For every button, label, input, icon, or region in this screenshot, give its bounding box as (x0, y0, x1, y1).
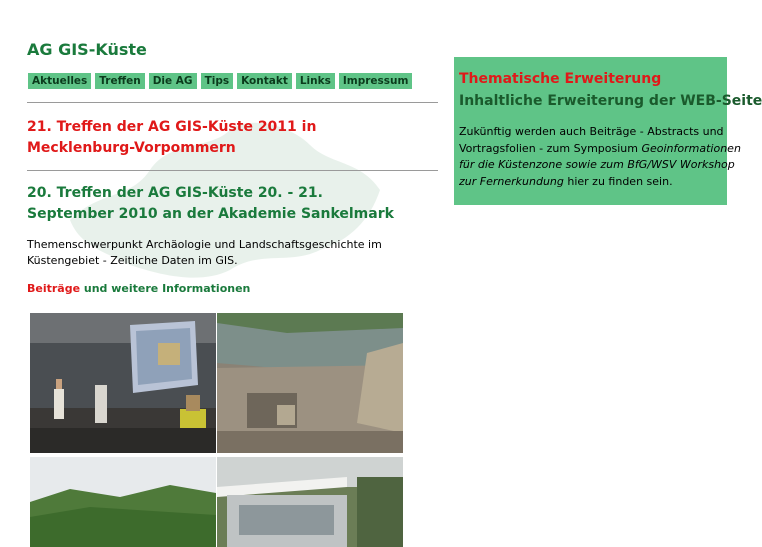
divider-top (27, 102, 438, 103)
site-title: AG GIS-Küste (27, 40, 147, 59)
nav-treffen[interactable]: Treffen (95, 73, 144, 89)
news-links (27, 282, 250, 295)
nav-aktuelles[interactable]: Aktuelles (28, 73, 91, 89)
sidebar-text-part2: hier zu finden sein. (563, 174, 673, 188)
contributions-link[interactable]: Beiträge (27, 282, 81, 295)
sidebar-subtitle: Inhaltliche Erweiterung der WEB-Seite (459, 93, 762, 109)
nav-tips[interactable]: Tips (201, 73, 234, 89)
more-info-link[interactable]: und weitere Informationen (80, 282, 251, 295)
news-headline-2010: 20. Treffen der AG GIS-Küste 20. - 21. September 2010 an der Akademie Sankelmark (27, 185, 394, 222)
sidebar-thematic-extension (454, 57, 762, 205)
main-navigation (28, 73, 412, 89)
photo-excavation-site (217, 313, 403, 453)
nav-die-ag[interactable]: Die AG (149, 73, 197, 89)
photo-lecture-hall (30, 313, 216, 453)
sidebar-text-part1: Zukünftig werden auch Beiträge - Abstracts und Vortragsfolien - zum Symposium (459, 125, 724, 155)
photo-green-landscape (30, 457, 216, 547)
news-description: Themenschwerpunkt Archäologie und Landschaftsgeschichte im Küstengebiet - Zeitliche Daten im GIS. (27, 238, 382, 267)
divider-middle (27, 170, 438, 171)
nav-impressum[interactable]: Impressum (339, 73, 413, 89)
news-headline-2011[interactable]: 21. Treffen der AG GIS-Küste 2011 in Mecklenburg-Vorpommern (27, 119, 317, 156)
sidebar-text (459, 124, 749, 190)
sidebar-text-italic: Geoinformationen für die Küstenzone sowie zum BfG/WSV Workshop zur Fernerkundung (459, 141, 741, 188)
photo-academy-building (217, 457, 403, 547)
nav-kontakt[interactable]: Kontakt (237, 73, 292, 89)
sidebar-title: Thematische Erweiterung (459, 71, 662, 87)
nav-links[interactable]: Links (296, 73, 335, 89)
